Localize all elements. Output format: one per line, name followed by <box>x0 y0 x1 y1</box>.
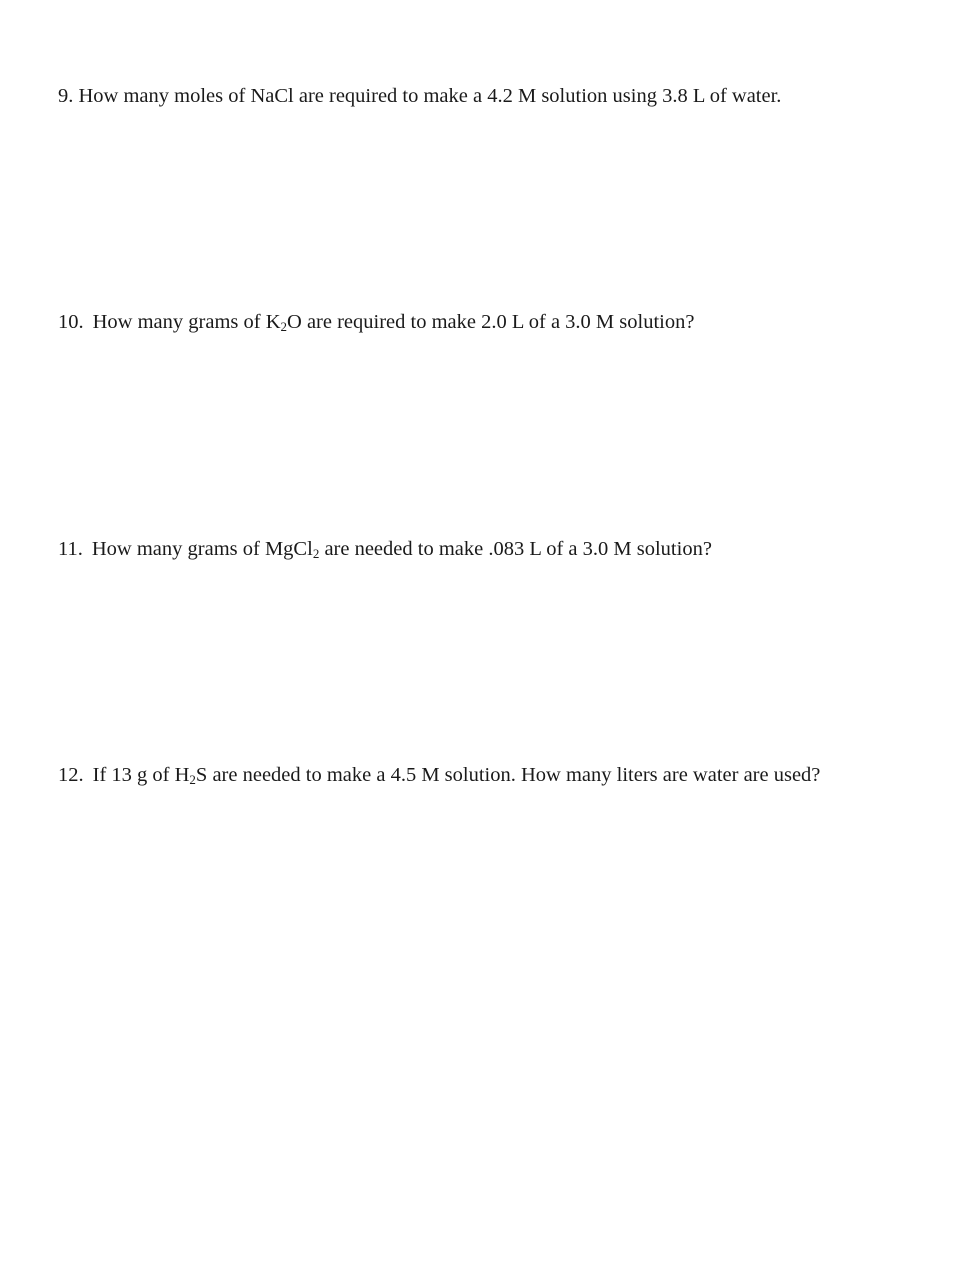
question-text-continued: are needed to make .083 L of a 3.0 M solution? <box>319 538 712 560</box>
question-text: If 13 g of H <box>92 764 190 786</box>
question-9 <box>58 84 781 109</box>
question-text: How many moles of NaCl are required to make a 4.2 M solution using 3.8 L of water. <box>78 85 782 107</box>
question-number: 11. <box>58 538 83 560</box>
formula-subscript: 2 <box>312 546 320 561</box>
question-12 <box>58 763 820 788</box>
question-number: 9. <box>58 85 74 107</box>
question-11 <box>58 537 712 562</box>
question-number: 12. <box>58 764 84 786</box>
question-text-continued: O are required to make 2.0 L of a 3.0 M solution? <box>287 311 695 333</box>
question-text: How many grams of K <box>92 311 281 333</box>
question-text-continued: S are needed to make a 4.5 M solution. How many liters are water are used? <box>195 764 821 786</box>
formula-subscript: 2 <box>189 772 196 787</box>
question-text: How many grams of MgCl <box>91 538 313 560</box>
question-10 <box>58 310 694 335</box>
formula-subscript: 2 <box>280 319 288 334</box>
question-number: 10. <box>58 311 84 333</box>
